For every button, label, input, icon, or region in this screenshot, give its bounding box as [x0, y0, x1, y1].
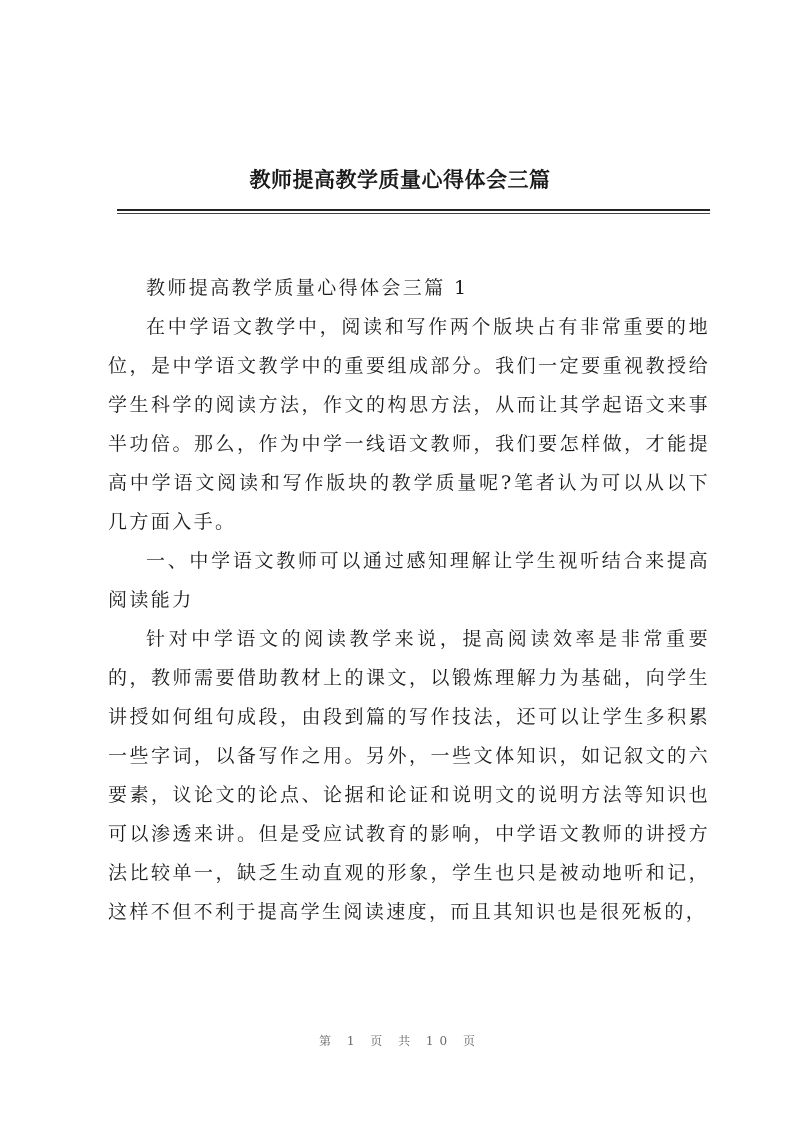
title-divider [117, 209, 710, 211]
section-heading: 教师提高教学质量心得体会三篇 1 [146, 277, 469, 299]
page-number: 第 1 页 共 10 页 [319, 1034, 481, 1048]
paragraph: 针对中学语文的阅读教学来说，提高阅读效率是非常重要的，教师需要借助教材上的课文，以锻炼理解力为基础，向学生讲授如何组句成段，由段到篇的写作技法，还可以让学生多积累一些字词，以备写作之用。另外，一些文体知识，如记叙文的六要素，议论文的论点、论据和论证和说明文的说明方法等知识也可以渗透来讲。但是受应试教育的影响，中学语文教师的讲授方法比较单一，缺乏生动直观的形象，学生也只是被动地听和记，这样不但不利于提高学生阅读速度，而且其知识也是很死板的， [108, 628, 710, 923]
paragraph: 在中学语文教学中，阅读和写作两个版块占有非常重要的地位，是中学语文教学中的重要组成部分。我们一定要重视教授给学生科学的阅读方法，作文的构思方法，从而让其学起语文来事半功倍。那么，作为中学一线语文教师，我们要怎样做，才能提高中学语文阅读和写作版块的教学质量呢?笔者认为可以从以下几方面入手。 [108, 316, 710, 533]
document-body [108, 269, 710, 932]
subsection-heading: 一、中学语文教师可以通过感知理解让学生视听结合来提高阅读能力 [108, 550, 710, 611]
page-title: 教师提高教学质量心得体会三篇 [249, 167, 551, 192]
title-divider-thin [117, 213, 710, 214]
